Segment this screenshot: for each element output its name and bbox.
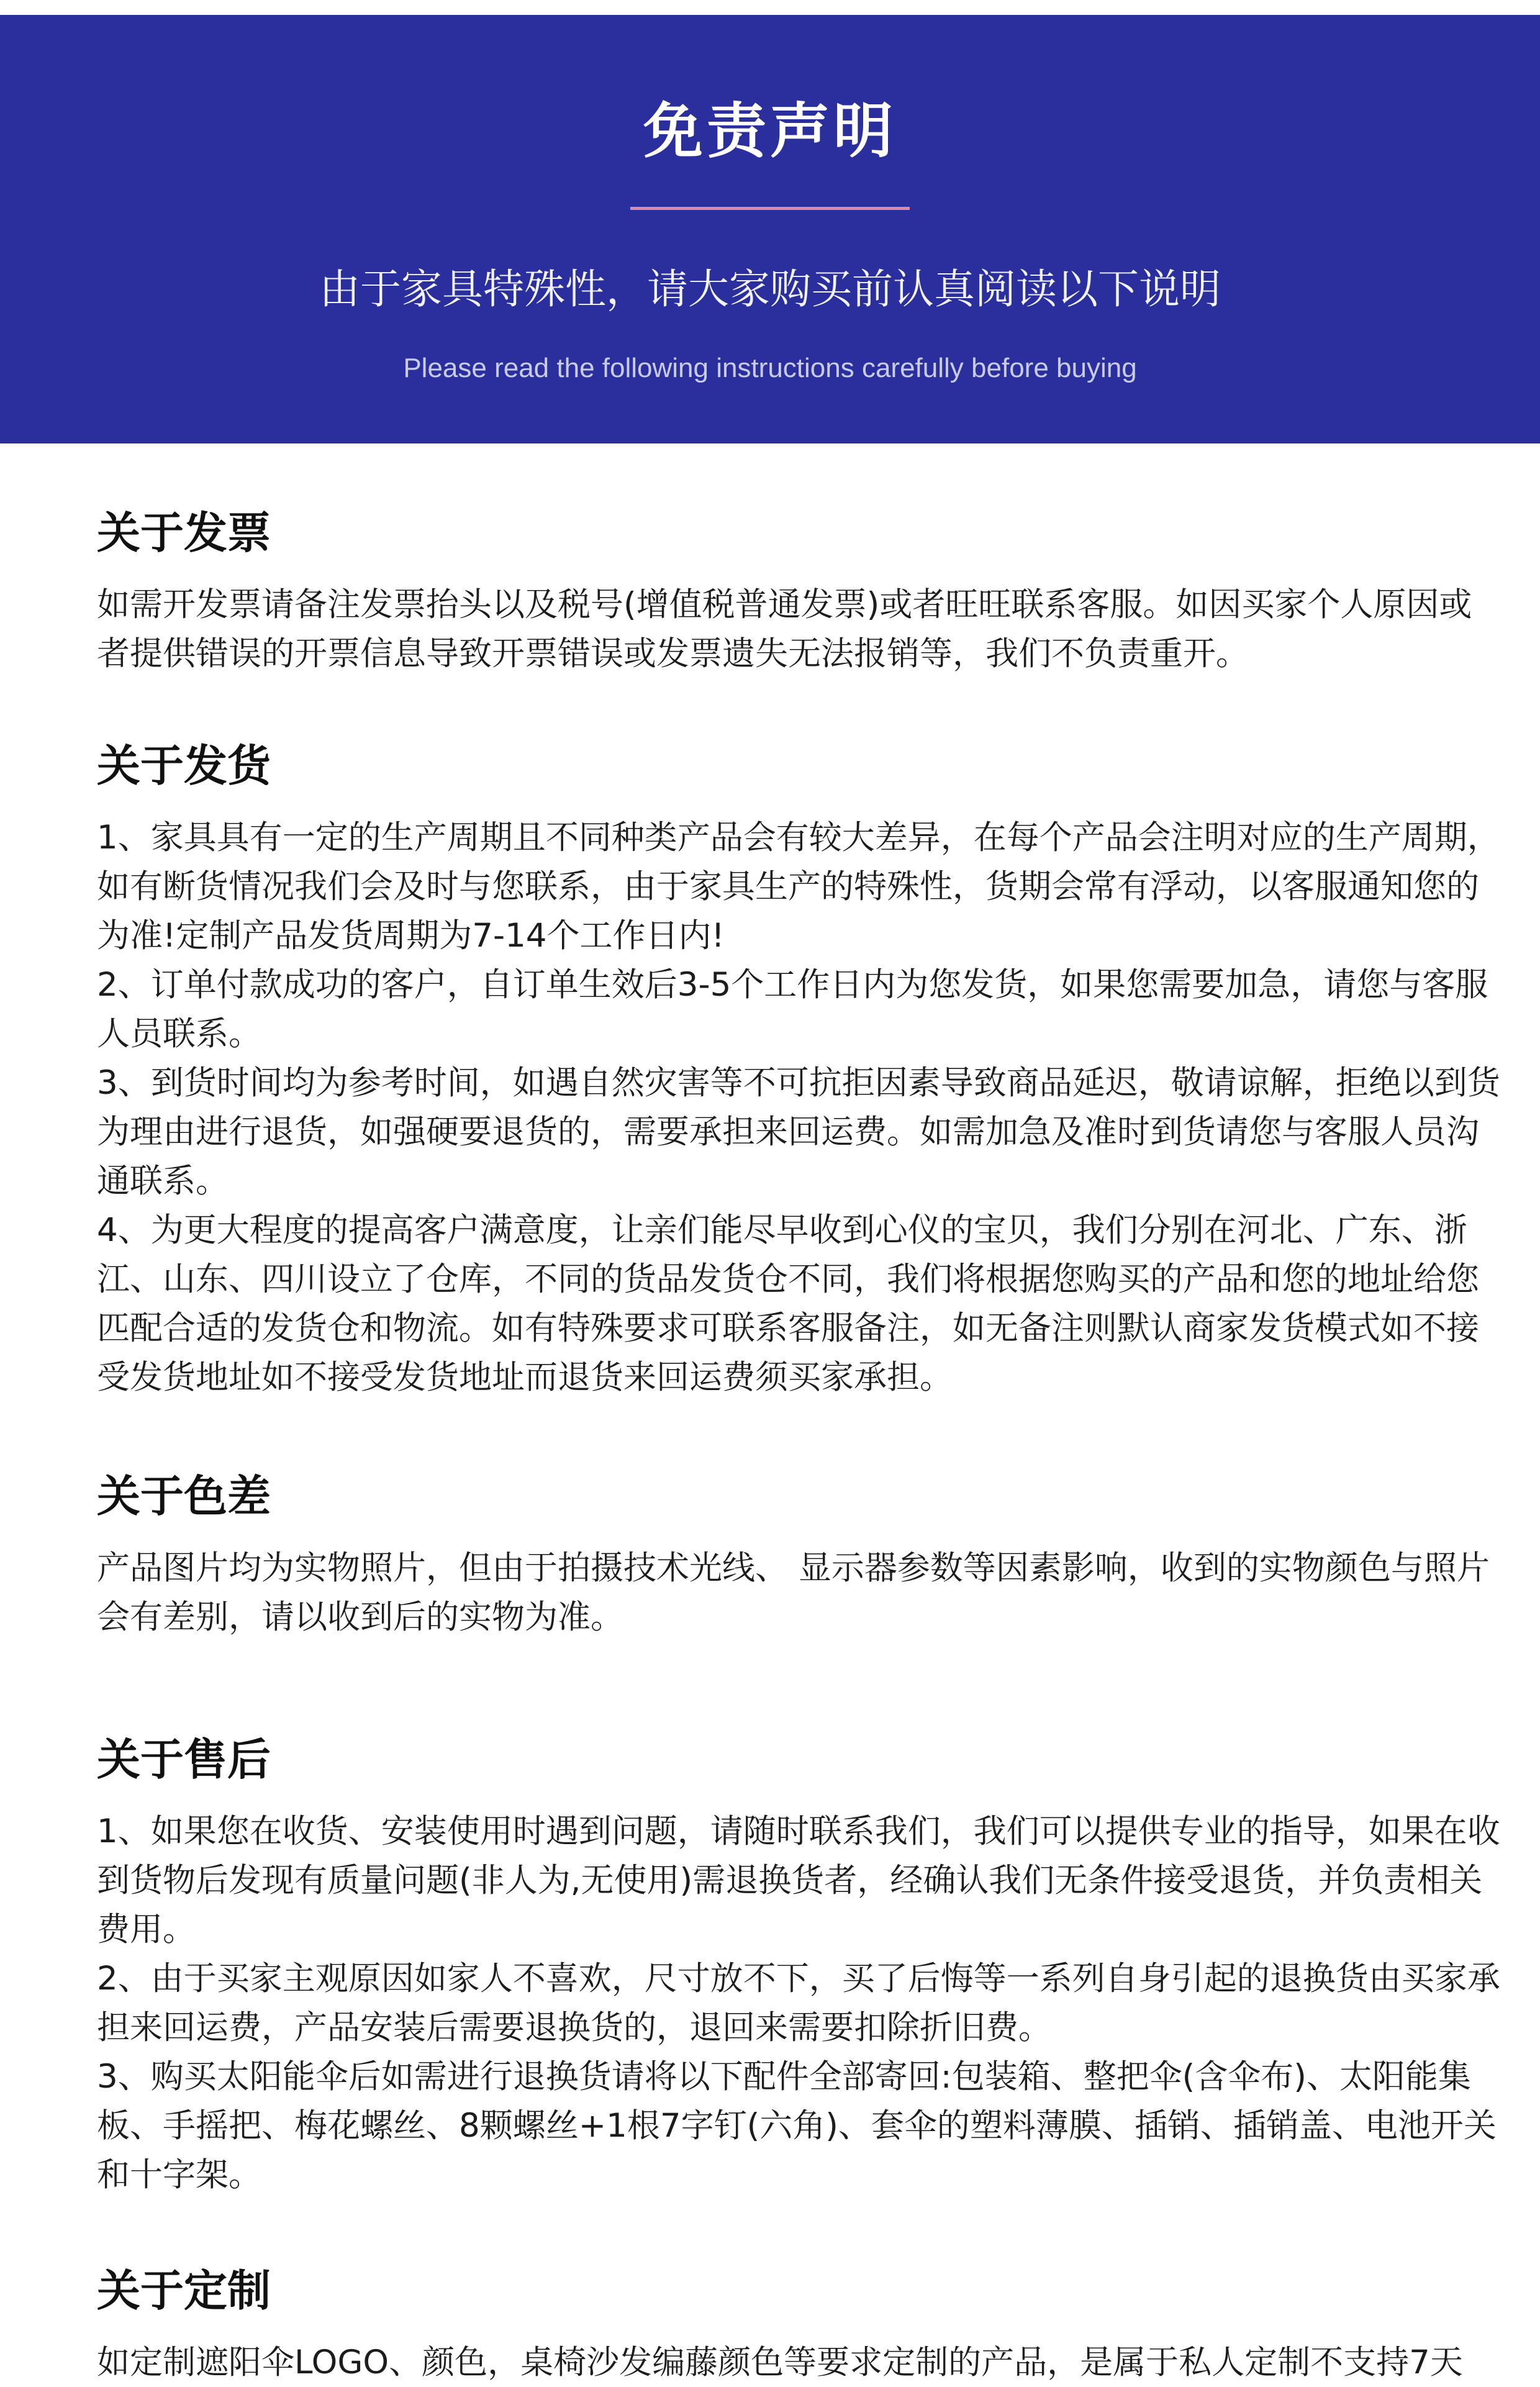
section-aftersales <box>97 1642 1500 2199</box>
paragraph: 如需开发票请备注发票抬头以及税号(增值税普通发票)或者旺旺联系客服。如因买家个人原因或者提供错误的开票信息导致开票错误或发票遗失无法报销等，我们不负责重开。 <box>97 586 1472 673</box>
section-custom <box>97 2199 1500 2387</box>
section-body-aftersales <box>97 1807 1500 2199</box>
section-color <box>97 1402 1500 1642</box>
paragraph: 2、由于买家主观原因如家人不喜欢，尺寸放不下，买了后悔等一系列自身引起的退换货由买家承担来回运费，产品安装后需要退换货的，退回来需要扣除折旧费。 <box>97 1960 1500 2047</box>
paragraph: 产品图片均为实物照片，但由于拍摄技术光线、 显示器参数等因素影响，收到的实物颜色与照片会有差别，请以收到后的实物为准。 <box>97 1549 1490 1636</box>
title-divider <box>630 207 910 210</box>
paragraph: 如定制遮阳伞LOGO、颜色，桌椅沙发编藤颜色等要求定制的产品，是属于私人定制不支持7天 <box>97 2344 1463 2381</box>
paragraph: 1、如果您在收货、安装使用时遇到问题，请随时联系我们，我们可以提供专业的指导，如果在收到货物后发现有质量问题(非人为,无使用)需退换货者，经确认我们无条件接受退货，并负责相关费用。 <box>97 1812 1500 1948</box>
section-heading-shipping: 关于发货 <box>97 740 271 791</box>
section-body-invoice <box>97 580 1500 678</box>
banner-english-subtitle: Please read the following instructions carefully before buying <box>403 353 1137 383</box>
section-heading-custom: 关于定制 <box>97 2265 271 2316</box>
paragraph: 4、为更大程度的提高客户满意度，让亲们能尽早收到心仪的宝贝，我们分别在河北、广东、浙江、山东、四川设立了仓库，不同的货品发货仓不同，我们将根据您购买的产品和您的地址给您匹配合适的发货仓和物流。如有特殊要求可联系客服备注，如无备注则默认商家发货模式如不接受发货地址如不接受发货地址而退货来回运费须买家承担。 <box>97 1211 1479 1396</box>
disclaimer-banner <box>0 15 1540 443</box>
disclaimer-content <box>97 443 1500 2387</box>
top-margin <box>0 0 1540 15</box>
section-invoice <box>97 443 1500 678</box>
section-heading-color: 关于色差 <box>97 1471 271 1522</box>
section-heading-aftersales: 关于售后 <box>97 1734 271 1785</box>
section-shipping <box>97 678 1500 1402</box>
section-body-custom <box>97 2338 1500 2387</box>
banner-subtitle: 由于家具特殊性，请大家购买前认真阅读以下说明 <box>319 265 1221 313</box>
paragraph: 3、购买太阳能伞后如需进行退换货请将以下配件全部寄回:包装箱、整把伞(含伞布)、太阳能集板、手摇把、梅花螺丝、8颗螺丝+1根7字钉(六角)、套伞的塑料薄膜、插销、插销盖、电池开关和十字架。 <box>97 2058 1497 2194</box>
paragraph: 2、订单付款成功的客户，自订单生效后3-5个工作日内为您发货，如果您需要加急，请您与客服人员联系。 <box>97 966 1488 1053</box>
section-body-color <box>97 1544 1500 1642</box>
section-heading-invoice: 关于发票 <box>97 507 271 558</box>
paragraph: 1、家具具有一定的生产周期且不同种类产品会有较大差异，在每个产品会注明对应的生产周期，如有断货情况我们会及时与您联系，由于家具生产的特殊性，货期会常有浮动，以客服通知您的为准!定制产品发货周期为7-14个工作日内! <box>97 819 1500 955</box>
page-title: 免责声明 <box>643 96 897 166</box>
section-body-shipping <box>97 813 1500 1402</box>
paragraph: 3、到货时间均为参考时间，如遇自然灾害等不可抗拒因素导致商品延迟，敬请谅解，拒绝以到货为理由进行退货，如强硬要退货的，需要承担来回运费。如需加急及准时到货请您与客服人员沟通联系。 <box>97 1064 1500 1200</box>
